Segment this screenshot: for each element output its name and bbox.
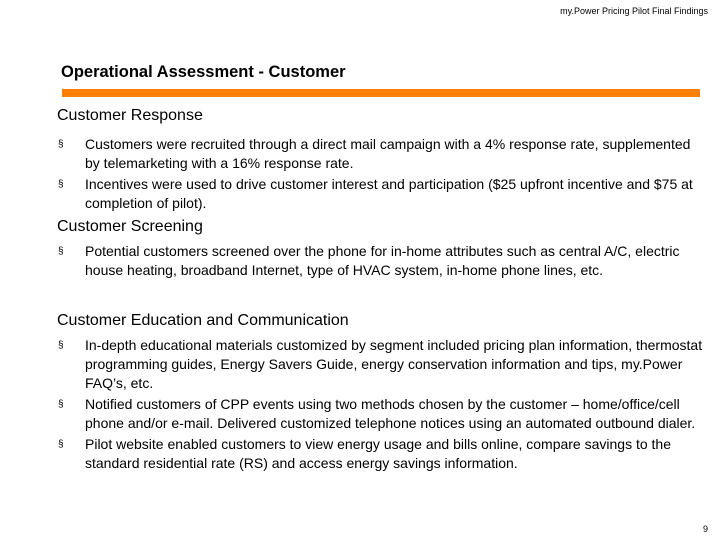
section-customer-screening (57, 217, 707, 280)
bullet-icon: § (58, 439, 64, 450)
title-rule (62, 89, 700, 97)
section-heading: Customer Education and Communication (57, 312, 349, 329)
list-item (57, 435, 707, 473)
section-heading: Customer Screening (57, 218, 203, 235)
header-text: my.Power Pricing Pilot Final Findings (560, 6, 708, 16)
list-item-text: In-depth educational materials customized by segment included pricing plan information, thermostat programming guides, Energy Savers Guide, energy conservation information and tips, my.Power FAQ’s, etc. (85, 337, 703, 391)
page-title: Operational Assessment - Customer (61, 63, 346, 81)
section-customer-education (57, 311, 707, 473)
section-customer-response (57, 106, 707, 213)
list-item (57, 336, 707, 393)
bullet-icon: § (58, 399, 64, 410)
list-item (57, 395, 707, 433)
section-heading: Customer Response (57, 107, 203, 124)
bullet-icon: § (58, 179, 64, 190)
list-item (57, 175, 707, 213)
bullet-icon: § (58, 340, 64, 351)
list-item-text: Customers were recruited through a direct mail campaign with a 4% response rate, supplemented by telemarketing with a 16% response rate. (85, 136, 691, 171)
page-number: 9 (702, 524, 708, 534)
list-item-text: Incentives were used to drive customer interest and participation ($25 upfront incentive and $75 at completion of pilot). (85, 176, 693, 211)
list-item-text: Pilot website enabled customers to view energy usage and bills online, compare savings to the standard residential rate (RS) and access energy savings information. (85, 436, 671, 471)
bullet-icon: § (58, 139, 64, 150)
list-item (57, 242, 707, 280)
list-item-text: Notified customers of CPP events using two methods chosen by the customer – home/office/cell phone and/or e-mail. Delivered customized telephone notices using an automated outbound dialer. (85, 396, 696, 431)
bullet-icon: § (58, 246, 64, 257)
list-item (57, 135, 707, 173)
list-item-text: Potential customers screened over the phone for in-home attributes such as central A/C, electric house heating, broadband Internet, type of HVAC system, in-home phone lines, etc. (85, 243, 680, 278)
